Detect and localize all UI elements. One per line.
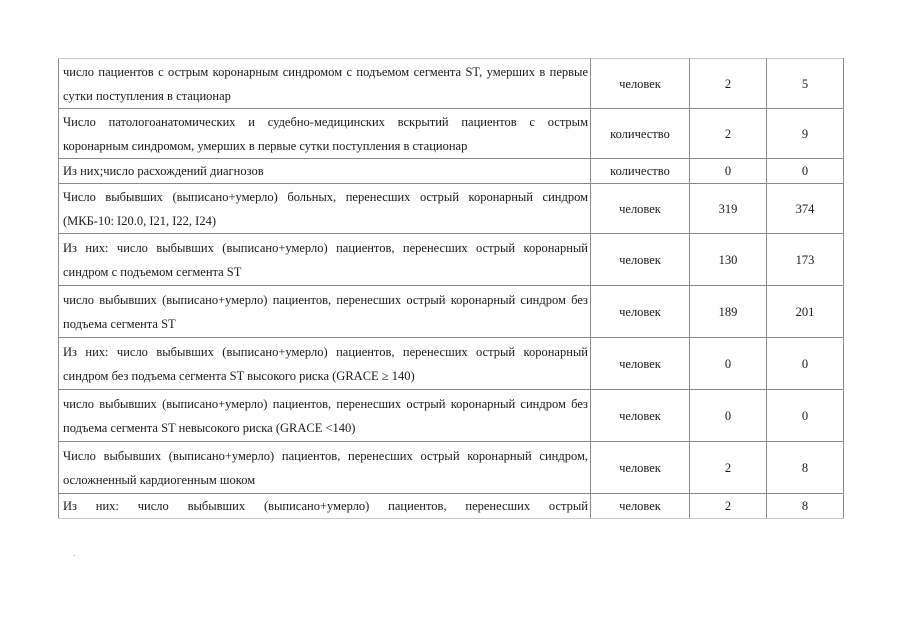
row-value-2: 201: [767, 286, 844, 338]
row-unit: человек: [591, 184, 690, 234]
row-value-2: 0: [767, 338, 844, 390]
row-value-1: 2: [690, 109, 767, 159]
table-row: [59, 494, 844, 519]
table-row: [59, 184, 844, 234]
table-row: [59, 442, 844, 494]
row-description: Число патологоанатомических и судебно-медицинских вскрытий пациентов с острым коронарным синдромом, умерших в первые сутки поступления в стационар: [59, 109, 591, 159]
row-value-1: 0: [690, 338, 767, 390]
row-unit: человек: [591, 390, 690, 442]
row-value-2: 9: [767, 109, 844, 159]
table-row: [59, 109, 844, 159]
row-value-1: 0: [690, 159, 767, 184]
row-value-1: 130: [690, 234, 767, 286]
row-value-1: 319: [690, 184, 767, 234]
row-description: Из них: число выбывших (выписано+умерло) пациентов, перенесших острый коронарный синдром без подъема сегмента ST высокого риска (GRACE ≥ 140): [59, 338, 591, 390]
row-unit: человек: [591, 286, 690, 338]
row-value-2: 173: [767, 234, 844, 286]
row-value-1: 2: [690, 494, 767, 519]
statistics-table: [58, 58, 844, 519]
row-value-2: 0: [767, 390, 844, 442]
row-unit: человек: [591, 494, 690, 519]
table-row: [59, 234, 844, 286]
row-value-1: 2: [690, 59, 767, 109]
row-description: Число выбывших (выписано+умерло) больных, перенесших острый коронарный синдром (МКБ-10: I20.0, I21, I22, I24): [59, 184, 591, 234]
row-unit: человек: [591, 338, 690, 390]
row-unit: человек: [591, 234, 690, 286]
row-description: число выбывших (выписано+умерло) пациентов, перенесших острый коронарный синдром без подъема сегмента ST: [59, 286, 591, 338]
row-description: Число выбывших (выписано+умерло) пациентов, перенесших острый коронарный синдром, осложненный кардиогенным шоком: [59, 442, 591, 494]
row-value-2: 0: [767, 159, 844, 184]
row-value-2: 374: [767, 184, 844, 234]
row-description: Из них;число расхождений диагнозов: [59, 159, 591, 184]
row-value-1: 2: [690, 442, 767, 494]
row-description: число пациентов с острым коронарным синдромом с подъемом сегмента ST, умерших в первые сутки поступления в стационар: [59, 59, 591, 109]
row-unit: человек: [591, 442, 690, 494]
row-description: число выбывших (выписано+умерло) пациентов, перенесших острый коронарный синдром без подъема сегмента ST невысокого риска (GRACE <140): [59, 390, 591, 442]
table-row: [59, 59, 844, 109]
row-unit: количество: [591, 109, 690, 159]
table-row: [59, 390, 844, 442]
row-value-1: 0: [690, 390, 767, 442]
row-unit: количество: [591, 159, 690, 184]
row-description: Из них: число выбывших (выписано+умерло) пациентов, перенесших острый: [59, 494, 591, 519]
table-row: [59, 159, 844, 184]
row-description: Из них: число выбывших (выписано+умерло) пациентов, перенесших острый коронарный синдром с подъемом сегмента ST: [59, 234, 591, 286]
row-value-1: 189: [690, 286, 767, 338]
table-row: [59, 338, 844, 390]
row-value-2: 8: [767, 442, 844, 494]
row-value-2: 5: [767, 59, 844, 109]
table-row: [59, 286, 844, 338]
row-value-2: 8: [767, 494, 844, 519]
row-unit: человек: [591, 59, 690, 109]
scan-speck: [74, 555, 75, 556]
